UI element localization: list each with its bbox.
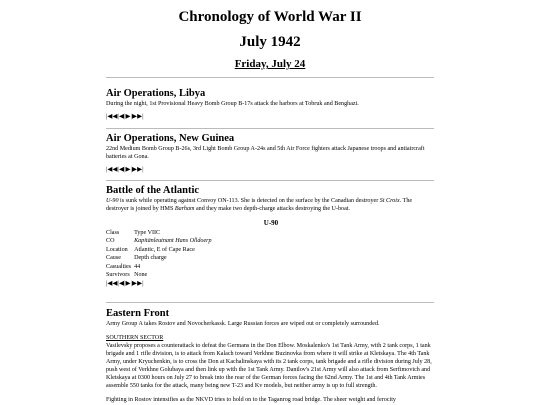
first-link[interactable]: |◀◀: [106, 113, 118, 120]
section-heading: Air Operations, Libya: [106, 88, 206, 99]
table-row: [106, 246, 215, 254]
section-body: Fighting in Rostov intensifies as the NKVD tries to hold on to the Taganrog road bridge. The sheer weight and ferocity: [106, 397, 396, 403]
prev-link[interactable]: ◀: [119, 280, 125, 288]
row-label: Class: [106, 230, 120, 236]
section-body: Army Group A takes Rostov and Novocherkassk. Large Russian forces are wiped out or completely surrounded.: [106, 321, 380, 327]
section-body: 22nd Medium Bomb Group B-26s, 3rd Light Bomb Group A-24s and 5th Air Force fighters attack Japanese troops and antiaircraft batteries at Gona.: [106, 146, 425, 160]
section-atlantic: [106, 185, 436, 288]
row-label: CO: [106, 238, 115, 245]
section-new-guinea: [106, 133, 436, 174]
row-value: Depth charge: [134, 255, 167, 262]
first-link[interactable]: |◀◀: [106, 280, 118, 288]
nav-bar: |◀◀|◀|▶|▶▶|: [106, 166, 144, 173]
ship-table-title: U-90: [263, 219, 279, 227]
ship-name: St Croix: [379, 198, 400, 204]
table-row: [106, 254, 215, 262]
nav-bar: |◀◀|◀|▶|▶▶|: [106, 113, 144, 120]
divider: [106, 302, 434, 303]
section-body: During the night, 1st Provisional Heavy Bomb Group B-17s attack the harbors at Tobruk and Benghazi.: [106, 101, 359, 107]
next-link[interactable]: ▶: [125, 166, 131, 173]
divider: [106, 77, 434, 78]
row-label: Location: [106, 246, 128, 253]
ship-table: [106, 229, 215, 279]
row-value: 44: [134, 263, 141, 270]
table-row: [106, 271, 215, 279]
section-heading: Eastern Front: [106, 308, 170, 319]
row-label: Cause: [106, 255, 121, 262]
last-link[interactable]: ▶▶|: [132, 280, 144, 288]
prev-link[interactable]: ◀: [119, 113, 125, 120]
ship-name: U-90: [106, 198, 119, 204]
section-libya: [106, 88, 436, 121]
row-value: Atlantic, E of Cape Race: [134, 246, 195, 253]
row-value: Type VIIC: [134, 230, 161, 236]
prev-link[interactable]: ◀: [119, 166, 125, 173]
section-heading: Battle of the Atlantic: [106, 185, 200, 196]
section-body: U-90 is sunk while operating against Convoy ON-113. She is detected on the surface by the Canadian destroyer St Croix. The destroyer is joined by HMS Barham and they make two depth-charge attacks destroying the U-boat.: [106, 198, 413, 212]
divider: [106, 128, 434, 129]
table-row: [106, 263, 215, 271]
last-link[interactable]: ▶▶|: [132, 113, 144, 120]
table-row: [106, 229, 215, 237]
page-title: Chronology of World War II: [178, 9, 362, 25]
section-body: Vasilevsky proposes a counterattack to defeat the Germans in the Don Elbow. Moskalenko's 1st Tank Army, with 2 tank corps, 1 tank brigade and 1 rifle division, is to attack from Kalach toward Verkhne Buzinovka from where it will strike at Kletskaya. The 4th Tank Army, under Kryuchenkin, is to cross the Don at Kachalinskaya with its 2 tank corps, tank brigade and a rifle division during July 28, push west of Verkhne Golubaya and then link up with the 1st Tank Army. Danilov's 21st Army will also attack from Serfimovich and Kletskaya at 0300 hours on July 27 to break into the rear of the German forces facing the 62nd Army. The 1st and 4th Tank Armies assemble 550 tanks for the attack, many being new T-23 and Kv models, but neither army is up to full strength.: [106, 343, 432, 389]
table-row: [106, 237, 215, 245]
page-date[interactable]: Friday, July 24: [234, 58, 306, 70]
last-link[interactable]: ▶▶|: [132, 166, 144, 173]
next-link[interactable]: ▶: [125, 113, 131, 120]
page-month: July 1942: [239, 34, 301, 50]
first-link[interactable]: |◀◀: [106, 166, 118, 173]
row-label: Casualties: [106, 263, 132, 270]
section-heading: Air Operations, New Guinea: [106, 133, 235, 144]
subsection-heading: SOUTHERN SECTOR: [106, 335, 164, 341]
nav-bar: |◀◀|◀|▶|▶▶|: [106, 280, 144, 288]
divider: [106, 180, 434, 181]
ship-name: Barham: [174, 206, 195, 212]
row-value: None: [134, 272, 148, 279]
row-label: Survivors: [106, 272, 130, 279]
next-link[interactable]: ▶: [125, 280, 131, 288]
section-eastern-front: [106, 308, 436, 404]
row-value: Kapitänleutnant Hans Olldoerp: [134, 238, 212, 245]
